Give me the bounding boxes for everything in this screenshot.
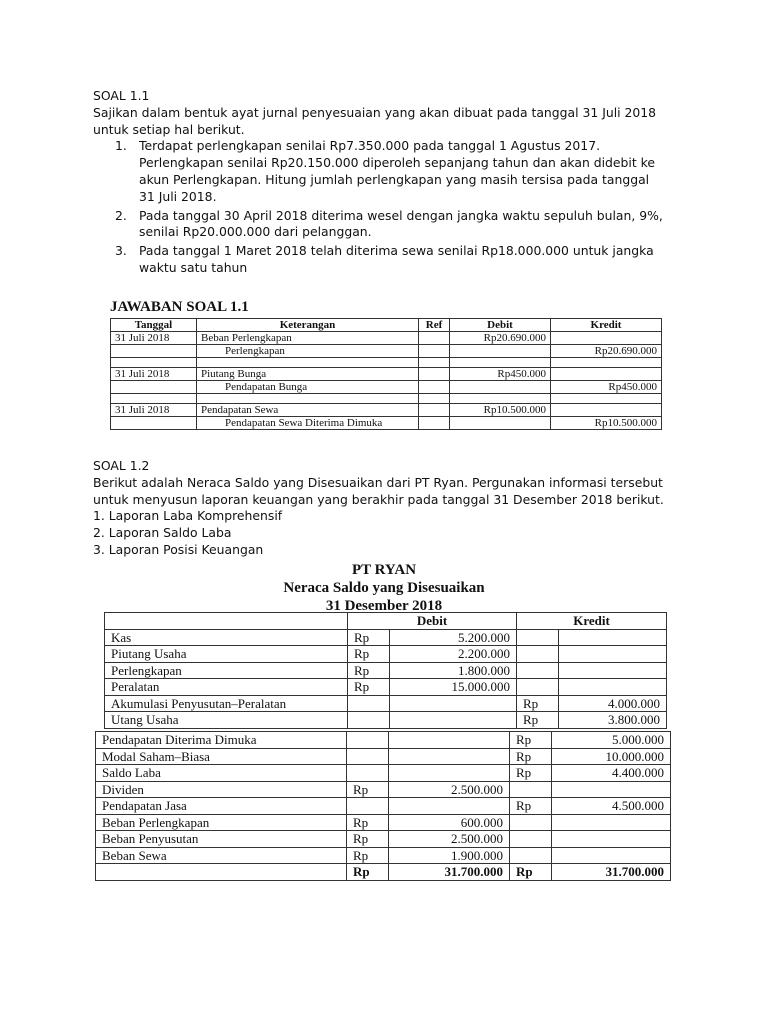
- kredit-rp-cell: Rp: [510, 765, 552, 782]
- kredit-cell: [551, 368, 662, 381]
- jawaban-header-cell: Ref: [419, 319, 450, 332]
- kredit-cell: [559, 646, 667, 663]
- debit-rp-cell: Rp: [348, 679, 390, 696]
- description-cell: Beban Perlengkapan: [197, 332, 419, 345]
- debit-cell: [450, 381, 551, 394]
- blank-row: [111, 394, 662, 404]
- table-row: [111, 332, 662, 345]
- table-row: [96, 748, 671, 765]
- debit-cell: 5.200.000: [390, 629, 517, 646]
- neraca-table-bottom: [95, 731, 671, 881]
- neraca-header-kredit: Kredit: [517, 613, 667, 630]
- table-row: [96, 847, 671, 864]
- debit-rp-cell: Rp: [348, 662, 390, 679]
- kredit-rp-cell: [510, 781, 552, 798]
- account-cell: Kas: [105, 629, 348, 646]
- debit-rp-cell: [347, 798, 389, 815]
- jawaban-header-row: [111, 319, 662, 332]
- kredit-cell: [552, 814, 671, 831]
- kredit-cell: [559, 679, 667, 696]
- debit-rp-cell: [348, 712, 390, 729]
- kredit-cell: [559, 662, 667, 679]
- ref-cell: [419, 332, 450, 345]
- debit-cell: [390, 712, 517, 729]
- blank-cell: [551, 358, 662, 368]
- table-row: [96, 831, 671, 848]
- ref-cell: [419, 417, 450, 430]
- list-item: [93, 138, 668, 205]
- list-item-number: 3.: [115, 243, 127, 259]
- soal-1-1-section: [93, 88, 668, 279]
- list-item-text: Terdapat perlengkapan senilai Rp7.350.000 pada tanggal 1 Agustus 2017. Perlengkapan senilai Rp20.150.000 diperoleh sepanjang tahun dan akan didebit ke akun Perlengkapan. Hitung jumlah perlengkapan yang masih tersisa pada tanggal 31 Juli 2018.: [139, 138, 656, 204]
- total-row: [96, 864, 671, 881]
- table-row: [96, 814, 671, 831]
- account-cell: Beban Sewa: [96, 847, 347, 864]
- kredit-rp-cell: Rp: [510, 864, 552, 881]
- kredit-rp-cell: Rp: [510, 732, 552, 749]
- kredit-cell: 5.000.000: [552, 732, 671, 749]
- jawaban-title: JAWABAN SOAL 1.1: [110, 299, 249, 315]
- list-item-number: 1.: [115, 138, 127, 154]
- list-item-number: 2.: [115, 207, 127, 223]
- debit-cell: 2.500.000: [389, 781, 510, 798]
- kredit-cell: 4.000.000: [559, 695, 667, 712]
- list-item-text: Pada tanggal 1 Maret 2018 telah diterima sewa senilai Rp18.000.000 untuk jangka waktu satu tahun: [139, 243, 654, 275]
- kredit-cell: 31.700.000: [552, 864, 671, 881]
- debit-cell: 2.200.000: [390, 646, 517, 663]
- blank-cell: [419, 394, 450, 404]
- jawaban-header-cell: Debit: [450, 319, 551, 332]
- table-row: [111, 381, 662, 394]
- table-row: [96, 765, 671, 782]
- table-row: [111, 368, 662, 381]
- neraca-table-top: [104, 612, 667, 729]
- jawaban-header-cell: Tanggal: [111, 319, 197, 332]
- blank-cell: [419, 358, 450, 368]
- table-row: [105, 695, 667, 712]
- kredit-rp-cell: [510, 831, 552, 848]
- blank-cell: [551, 394, 662, 404]
- debit-cell: 1.900.000: [389, 847, 510, 864]
- list-item: 2. Laporan Saldo Laba: [93, 525, 232, 541]
- kredit-cell: [551, 332, 662, 345]
- debit-rp-cell: Rp: [347, 831, 389, 848]
- debit-cell: 600.000: [389, 814, 510, 831]
- table-row: [105, 679, 667, 696]
- blank-row: [111, 358, 662, 368]
- ref-cell: [419, 345, 450, 358]
- date-cell: 31 Juli 2018: [111, 404, 197, 417]
- kredit-cell: [559, 629, 667, 646]
- neraca-date: 31 Desember 2018: [325, 598, 443, 614]
- kredit-rp-cell: Rp: [517, 695, 559, 712]
- account-cell: [96, 864, 347, 881]
- debit-cell: [390, 695, 517, 712]
- debit-cell: 31.700.000: [389, 864, 510, 881]
- kredit-rp-cell: Rp: [517, 712, 559, 729]
- table-row: [111, 404, 662, 417]
- debit-cell: 1.800.000: [390, 662, 517, 679]
- ref-cell: [419, 368, 450, 381]
- list-item: [93, 243, 668, 277]
- debit-rp-cell: Rp: [347, 864, 389, 881]
- account-cell: Perlengkapan: [105, 662, 348, 679]
- list-item: [93, 208, 668, 242]
- table-row: [96, 798, 671, 815]
- date-cell: [111, 381, 197, 394]
- debit-rp-cell: Rp: [347, 781, 389, 798]
- debit-cell: 15.000.000: [390, 679, 517, 696]
- account-cell: Modal Saham–Biasa: [96, 748, 347, 765]
- description-cell: Perlengkapan: [197, 345, 419, 358]
- kredit-cell: 4.500.000: [552, 798, 671, 815]
- blank-cell: [197, 358, 419, 368]
- date-cell: 31 Juli 2018: [111, 332, 197, 345]
- kredit-cell: Rp10.500.000: [551, 417, 662, 430]
- neraca-header-account: [105, 613, 348, 630]
- account-cell: Pendapatan Diterima Dimuka: [96, 732, 347, 749]
- table-row: [96, 732, 671, 749]
- debit-cell: [450, 417, 551, 430]
- table-row: [111, 417, 662, 430]
- table-row: [105, 629, 667, 646]
- description-cell: Pendapatan Sewa Diterima Dimuka: [197, 417, 419, 430]
- soal-1-2-list: [93, 508, 668, 558]
- jawaban-header-cell: Kredit: [551, 319, 662, 332]
- blank-cell: [111, 358, 197, 368]
- debit-cell: Rp20.690.000: [450, 332, 551, 345]
- account-cell: Beban Perlengkapan: [96, 814, 347, 831]
- kredit-cell: [552, 847, 671, 864]
- blank-cell: [197, 394, 419, 404]
- account-cell: Piutang Usaha: [105, 646, 348, 663]
- soal-1-1-title: SOAL 1.1: [93, 88, 150, 103]
- kredit-rp-cell: Rp: [510, 798, 552, 815]
- table-row: [96, 781, 671, 798]
- debit-cell: [389, 765, 510, 782]
- ref-cell: [419, 381, 450, 394]
- kredit-cell: Rp20.690.000: [551, 345, 662, 358]
- debit-cell: [450, 345, 551, 358]
- list-item: 1. Laporan Laba Komprehensif: [93, 508, 283, 524]
- kredit-cell: 4.400.000: [552, 765, 671, 782]
- kredit-rp-cell: [517, 662, 559, 679]
- neraca-company: PT RYAN: [351, 562, 417, 578]
- debit-cell: [389, 732, 510, 749]
- table-row: [111, 345, 662, 358]
- account-cell: Dividen: [96, 781, 347, 798]
- blank-cell: [111, 394, 197, 404]
- soal-1-1-list: [93, 138, 668, 276]
- date-cell: 31 Juli 2018: [111, 368, 197, 381]
- debit-cell: [389, 748, 510, 765]
- list-item: 3. Laporan Posisi Keuangan: [93, 541, 264, 557]
- soal-1-2-section: [93, 458, 668, 559]
- neraca-heading: [95, 561, 673, 615]
- debit-rp-cell: [347, 732, 389, 749]
- kredit-rp-cell: [517, 646, 559, 663]
- debit-cell: Rp450.000: [450, 368, 551, 381]
- debit-rp-cell: Rp: [348, 629, 390, 646]
- table-row: [105, 662, 667, 679]
- description-cell: Pendapatan Bunga: [197, 381, 419, 394]
- soal-1-2-title: SOAL 1.2: [93, 458, 150, 473]
- soal-1-2-intro: Berikut adalah Neraca Saldo yang Disesuaikan dari PT Ryan. Pergunakan informasi tersebut untuk menyusun laporan keuangan yang berakhir pada tanggal 31 Desember 2018 berikut.: [93, 474, 664, 507]
- kredit-cell: [552, 781, 671, 798]
- debit-cell: [389, 798, 510, 815]
- kredit-cell: [551, 404, 662, 417]
- kredit-rp-cell: Rp: [510, 748, 552, 765]
- account-cell: Akumulasi Penyusutan–Peralatan: [105, 695, 348, 712]
- list-item-text: Pada tanggal 30 April 2018 diterima wesel dengan jangka waktu sepuluh bulan, 9%, senilai Rp20.000.000 dari pelanggan.: [139, 207, 663, 240]
- kredit-cell: 3.800.000: [559, 712, 667, 729]
- account-cell: Beban Penyusutan: [96, 831, 347, 848]
- date-cell: [111, 345, 197, 358]
- debit-rp-cell: Rp: [347, 847, 389, 864]
- account-cell: Utang Usaha: [105, 712, 348, 729]
- table-row: [105, 646, 667, 663]
- kredit-rp-cell: [510, 847, 552, 864]
- date-cell: [111, 417, 197, 430]
- kredit-cell: 10.000.000: [552, 748, 671, 765]
- debit-rp-cell: Rp: [348, 646, 390, 663]
- kredit-rp-cell: [517, 679, 559, 696]
- debit-rp-cell: Rp: [347, 814, 389, 831]
- ref-cell: [419, 404, 450, 417]
- neraca-header-debit: Debit: [348, 613, 517, 630]
- neraca-header-row: [105, 613, 667, 630]
- description-cell: Pendapatan Sewa: [197, 404, 419, 417]
- blank-cell: [450, 394, 551, 404]
- debit-rp-cell: [348, 695, 390, 712]
- debit-cell: Rp10.500.000: [450, 404, 551, 417]
- soal-1-1-intro: Sajikan dalam bentuk ayat jurnal penyesuaian yang akan dibuat pada tanggal 31 Juli 2018 untuk setiap hal berikut.: [93, 104, 657, 137]
- kredit-rp-cell: [510, 814, 552, 831]
- table-row: [105, 712, 667, 729]
- blank-cell: [450, 358, 551, 368]
- description-cell: Piutang Bunga: [197, 368, 419, 381]
- account-cell: Peralatan: [105, 679, 348, 696]
- jawaban-header-cell: Keterangan: [197, 319, 419, 332]
- debit-rp-cell: [347, 748, 389, 765]
- account-cell: Pendapatan Jasa: [96, 798, 347, 815]
- debit-rp-cell: [347, 765, 389, 782]
- account-cell: Saldo Laba: [96, 765, 347, 782]
- debit-cell: 2.500.000: [389, 831, 510, 848]
- kredit-cell: Rp450.000: [551, 381, 662, 394]
- jawaban-table: [110, 318, 662, 430]
- neraca-title: Neraca Saldo yang Disesuaikan: [283, 580, 485, 596]
- kredit-rp-cell: [517, 629, 559, 646]
- kredit-cell: [552, 831, 671, 848]
